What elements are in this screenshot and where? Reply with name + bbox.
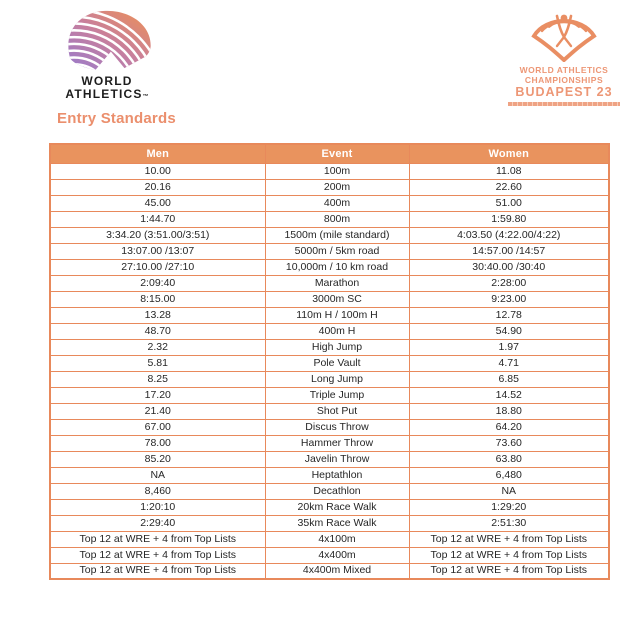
table-row: [50, 259, 609, 275]
table-row: [50, 387, 609, 403]
cell-men: 67.00: [50, 419, 265, 435]
table-row: [50, 275, 609, 291]
cell-event: 4x400m Mixed: [265, 563, 409, 579]
cell-men: 20.16: [50, 179, 265, 195]
budapest-underline-bar: [508, 102, 620, 106]
cell-women: 22.60: [409, 179, 609, 195]
cell-event: 3000m SC: [265, 291, 409, 307]
budapest23-logo: [501, 10, 627, 106]
cell-women: 51.00: [409, 195, 609, 211]
cell-event: Long Jump: [265, 371, 409, 387]
table-row: [50, 243, 609, 259]
cell-event: Discus Throw: [265, 419, 409, 435]
cell-men: 2:29:40: [50, 515, 265, 531]
table-row: [50, 419, 609, 435]
cell-women: 54.90: [409, 323, 609, 339]
cell-event: 200m: [265, 179, 409, 195]
wordmark-line1: WORLD: [81, 74, 133, 88]
budapest-line1: WORLD ATHLETICS: [519, 65, 609, 75]
cell-event: Shot Put: [265, 403, 409, 419]
table-row: [50, 355, 609, 371]
cell-men: 85.20: [50, 451, 265, 467]
cell-event: Pole Vault: [265, 355, 409, 371]
cell-event: Heptathlon: [265, 467, 409, 483]
table-row: [50, 323, 609, 339]
cell-women: 6.85: [409, 371, 609, 387]
column-header-women: Women: [409, 144, 609, 163]
cell-event: Triple Jump: [265, 387, 409, 403]
cell-event: Hammer Throw: [265, 435, 409, 451]
cell-men: 1:44.70: [50, 211, 265, 227]
table-row: [50, 195, 609, 211]
table-row: [50, 163, 609, 179]
budapest-line2: CHAMPIONSHIPS: [524, 74, 604, 85]
cell-women: 30:40.00 /30:40: [409, 259, 609, 275]
cell-event: 400m: [265, 195, 409, 211]
cell-men: 13:07.00 /13:07: [50, 243, 265, 259]
cell-men: 8:15.00: [50, 291, 265, 307]
cell-men: 27:10.00 /27:10: [50, 259, 265, 275]
cell-men: 8.25: [50, 371, 265, 387]
world-athletics-wordmark: [57, 75, 157, 104]
cell-event: Marathon: [265, 275, 409, 291]
cell-event: 4x400m: [265, 547, 409, 563]
cell-men: 13.28: [50, 307, 265, 323]
cell-men: 5.81: [50, 355, 265, 371]
cell-women: Top 12 at WRE + 4 from Top Lists: [409, 547, 609, 563]
table-row: [50, 179, 609, 195]
cell-event: 110m H / 100m H: [265, 307, 409, 323]
column-header-men: Men: [50, 144, 265, 163]
cell-women: 73.60: [409, 435, 609, 451]
cell-event: High Jump: [265, 339, 409, 355]
cell-men: NA: [50, 467, 265, 483]
cell-event: 4x100m: [265, 531, 409, 547]
cell-event: 10,000m / 10 km road: [265, 259, 409, 275]
cell-event: 100m: [265, 163, 409, 179]
cell-men: 21.40: [50, 403, 265, 419]
cell-women: 12.78: [409, 307, 609, 323]
cell-women: 64.20: [409, 419, 609, 435]
table-row: [50, 339, 609, 355]
cell-event: 5000m / 5km road: [265, 243, 409, 259]
table-row: [50, 435, 609, 451]
world-athletics-spiral-icon: [60, 8, 154, 72]
cell-event: 20km Race Walk: [265, 499, 409, 515]
cell-event: Javelin Throw: [265, 451, 409, 467]
table-row: [50, 227, 609, 243]
table-row: [50, 547, 609, 563]
cell-women: NA: [409, 483, 609, 499]
world-athletics-logo: [57, 8, 157, 104]
cell-women: 4.71: [409, 355, 609, 371]
cell-men: 17.20: [50, 387, 265, 403]
table-row: [50, 307, 609, 323]
table-header-row: [50, 144, 609, 163]
cell-men: 2:09:40: [50, 275, 265, 291]
entry-standards-table: [49, 143, 610, 580]
budapest-line3: BUDAPEST 23: [515, 85, 613, 99]
table-row: [50, 483, 609, 499]
table-row: [50, 531, 609, 547]
page-title: Entry Standards: [57, 110, 176, 127]
cell-event: Decathlon: [265, 483, 409, 499]
cell-women: 1:29:20: [409, 499, 609, 515]
cell-women: 11.08: [409, 163, 609, 179]
cell-men: 2.32: [50, 339, 265, 355]
table-row: [50, 451, 609, 467]
table-row: [50, 403, 609, 419]
cell-men: 3:34.20 (3:51.00/3:51): [50, 227, 265, 243]
cell-men: 78.00: [50, 435, 265, 451]
cell-women: Top 12 at WRE + 4 from Top Lists: [409, 563, 609, 579]
cell-women: 6,480: [409, 467, 609, 483]
cell-women: 63.80: [409, 451, 609, 467]
table-body: [50, 163, 609, 579]
cell-women: 14:57.00 /14:57: [409, 243, 609, 259]
table-row: [50, 515, 609, 531]
trademark-mark: ™: [142, 94, 149, 100]
cell-men: 1:20:10: [50, 499, 265, 515]
cell-women: 2:51:30: [409, 515, 609, 531]
column-header-event: Event: [265, 144, 409, 163]
cell-men: Top 12 at WRE + 4 from Top Lists: [50, 547, 265, 563]
cell-event: 1500m (mile standard): [265, 227, 409, 243]
cell-men: 8,460: [50, 483, 265, 499]
cell-women: 18.80: [409, 403, 609, 419]
table-row: [50, 371, 609, 387]
cell-men: 48.70: [50, 323, 265, 339]
cell-event: 35km Race Walk: [265, 515, 409, 531]
cell-men: Top 12 at WRE + 4 from Top Lists: [50, 531, 265, 547]
emblem-figure-head: [561, 15, 568, 22]
cell-men: 10.00: [50, 163, 265, 179]
cell-women: 1:59.80: [409, 211, 609, 227]
cell-women: Top 12 at WRE + 4 from Top Lists: [409, 531, 609, 547]
cell-men: Top 12 at WRE + 4 from Top Lists: [50, 563, 265, 579]
cell-men: 45.00: [50, 195, 265, 211]
cell-event: 400m H: [265, 323, 409, 339]
wordmark-line2: ATHLETICS™: [65, 87, 149, 101]
table-row: [50, 211, 609, 227]
cell-event: 800m: [265, 211, 409, 227]
cell-women: 2:28:00: [409, 275, 609, 291]
table-row: [50, 563, 609, 579]
budapest23-emblem-icon: [530, 10, 598, 62]
cell-women: 14.52: [409, 387, 609, 403]
table-row: [50, 291, 609, 307]
cell-women: 9:23.00: [409, 291, 609, 307]
cell-women: 1.97: [409, 339, 609, 355]
table-row: [50, 499, 609, 515]
cell-women: 4:03.50 (4:22.00/4:22): [409, 227, 609, 243]
table-row: [50, 467, 609, 483]
